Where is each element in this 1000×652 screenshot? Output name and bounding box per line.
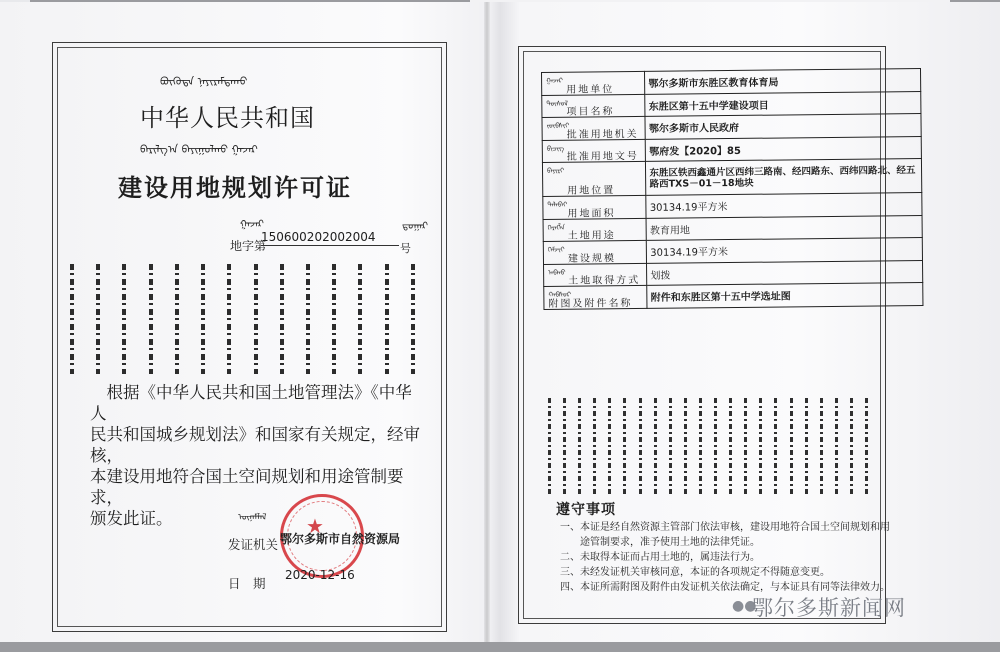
wechat-icon: ●● xyxy=(732,598,757,614)
permit-number-suffix: 号 xyxy=(400,242,411,255)
row-value: 教育用地 xyxy=(646,215,922,240)
statement-line: 本建设用地符合国土空间规划和用途管制要求， xyxy=(90,467,404,507)
row-label: 土地用途 xyxy=(567,230,616,242)
mongolian-row-label: ᠠᠪᠬᠤ xyxy=(548,268,566,277)
row-value: 鄂尔多斯市东胜区教育体育局 xyxy=(645,69,921,94)
statement-line: 民共和国城乡规划法》和国家有关规定，经审核， xyxy=(90,425,420,465)
mongolian-notes-block xyxy=(548,398,868,494)
mongolian-row-label: ᠭᠠᠵᠠᠷ xyxy=(546,76,563,85)
mongolian-row-label: ᠬᠠᠪᠰᠤᠷ xyxy=(548,290,572,299)
issue-date: 2020-12-16 xyxy=(285,568,355,582)
statement-line: 颁发此证。 xyxy=(90,509,173,528)
issuer-label: 发证机关 xyxy=(228,537,279,552)
page-fold xyxy=(484,2,490,642)
row-value: 30134.19平方米 xyxy=(646,193,922,218)
note-item: 三、未经发证机关审核同意，本证的各项规定不得随意变更。 xyxy=(560,567,830,578)
note-item: 途管制要求，准予使用土地的法律凭证。 xyxy=(560,537,760,548)
permit-number: 150600202002004 xyxy=(261,230,399,246)
issuer-value: 鄂尔多斯市自然资源局 xyxy=(280,532,401,546)
row-label: 附图及附件名称 xyxy=(548,297,633,310)
country-title: 中华人民共和国 xyxy=(140,104,315,132)
row-label: 用地位置 xyxy=(567,185,616,197)
notes-list xyxy=(560,520,900,595)
note-item: 一、本证是经自然资源主管部门依法审核，建设用地符合国土空间规划和用 xyxy=(560,522,890,533)
mongolian-row-label: ᠬᠡᠮᠵᠢᠶ xyxy=(547,245,565,254)
certificate-spread xyxy=(0,2,1000,642)
row-label: 建设规模 xyxy=(567,252,617,265)
notes-title: 遵守事项 xyxy=(556,502,616,518)
row-value: 鄂尔多斯市人民政府 xyxy=(645,114,921,139)
permit-number-label: 地字第 xyxy=(230,239,267,253)
row-label: 批准用地文号 xyxy=(566,150,639,163)
mongolian-row-label: ᠲᠥᠰᠥᠯ xyxy=(546,99,568,108)
certificate-title: 建设用地规划许可证 xyxy=(118,173,352,202)
mongolian-text-block xyxy=(70,264,415,374)
row-value: 鄂府发【2020】85 xyxy=(646,136,922,161)
note-item: 二、未取得本证而占用土地的，属违法行为。 xyxy=(560,552,760,563)
row-label: 用地单位 xyxy=(566,83,615,96)
mongolian-row-label: ᠬᠡᠷᠡᠭᠯᠡ xyxy=(547,223,565,232)
mongolian-permit-suffix: ᠳ᠋ᠤᠭᠠᠷ xyxy=(402,221,428,232)
statement-line: 根据《中华人民共和国土地管理法》《中华人 xyxy=(90,383,412,423)
row-label: 项目名称 xyxy=(566,106,615,118)
row-value: 东胜区铁西鑫通片区西纬三路南、经四路东、西纬四路北、经五路西TXS－01－18地块 xyxy=(646,159,922,196)
mongolian-row-label: ᠪᠠᠶᠢᠷᠢ xyxy=(546,166,565,175)
mongolian-row-label: ᠪᠢᠴᠢᠭ xyxy=(546,144,565,153)
mongolian-issuer-mark: ᠦᠨᠡᠮᠯᠡᠯ xyxy=(238,513,267,523)
watermark-text: 鄂尔多斯新闻网 xyxy=(752,596,906,620)
mongolian-row-label: ᠲᠠᠯᠠᠪᠠᠢ xyxy=(547,200,568,209)
row-value: 30134.19平方米 xyxy=(647,238,923,263)
mongolian-row-label: ᠵᠥᠪᠰᠢᠶ xyxy=(546,121,570,130)
row-value: 划拨 xyxy=(647,260,923,285)
table-row xyxy=(542,159,921,197)
row-value: 附件和东胜区第十五中学选址图 xyxy=(647,283,923,308)
row-value: 东胜区第十五中学建设项目 xyxy=(645,91,921,116)
mongolian-title-1: ᠪᠦᠭᠦᠳᠡ ᠨᠠᠶᠢᠷᠠᠮᠳᠠᠬᠤ xyxy=(160,75,248,88)
row-label: 批准用地机关 xyxy=(566,128,639,141)
note-item: 四、本证所需附图及附件由发证机关依法确定，与本证具有同等法律效力。 xyxy=(560,582,890,593)
table-row xyxy=(544,283,923,309)
mongolian-title-2: ᠪᠠᠷᠢᠯᠭ᠎ᠠ ᠪᠠᠶᠢᠭᠤᠯᠬᠤ ᠭᠠᠵᠠᠷ xyxy=(140,143,258,156)
mongolian-permit-mark: ᠭᠠᠵᠠᠷ xyxy=(240,219,264,230)
issue-date-label: 日 期 xyxy=(228,576,266,591)
land-info-table xyxy=(541,68,923,309)
seal-star-icon: ★ xyxy=(306,514,324,538)
row-label: 土地取得方式 xyxy=(568,274,641,287)
row-label: 用地面积 xyxy=(567,207,616,220)
